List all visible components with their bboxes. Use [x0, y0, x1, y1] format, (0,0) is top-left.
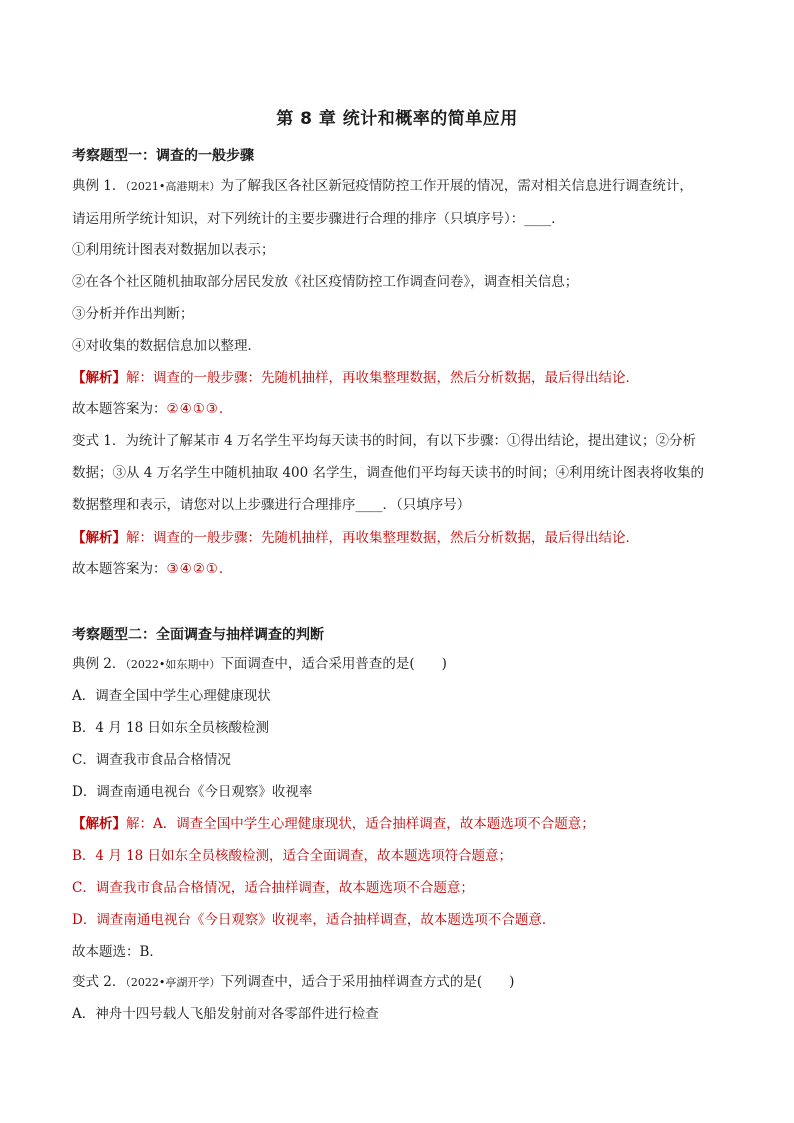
answer-prefix: 故本题答案为： — [72, 561, 167, 577]
example1-source: （2021•高港期末） — [125, 180, 221, 193]
analysis-tag: 【解析】 — [72, 530, 126, 546]
section2-heading: 考察题型二：全面调查与抽样调查的判断 — [72, 627, 324, 643]
answer-value: ②④①③． — [166, 401, 234, 417]
example2-text: 下面调查中，适合采用普查的是( ) — [220, 656, 447, 672]
example2-option-a: A．调查全国中学生心理健康现状 — [72, 688, 271, 704]
example2-analysis-b: B．4 月 18 日如东全员核酸检测，适合全面调查，故本题选项符合题意； — [72, 848, 513, 864]
variant2-text: 下列调查中，适合于采用抽样调查方式的是( ) — [220, 974, 515, 990]
example1-prefix: 典例 1． — [72, 178, 126, 194]
variant2-source: （2022•亭湖开学） — [125, 976, 221, 989]
chapter-title: 第 8 章 统计和概率的简单应用 — [276, 109, 518, 129]
variant2-prefix: 变式 2． — [72, 974, 126, 990]
variant1-line3: 数据整理和表示，请您对以上步骤进行合理排序____．（只填序号） — [72, 497, 471, 513]
variant1-answer — [72, 559, 732, 579]
example2-option-d: D．调查南通电视台《今日观察》收视率 — [72, 784, 313, 800]
example2-answer: 故本题选：B． — [72, 944, 163, 960]
example1-analysis — [72, 368, 732, 388]
variant1-line1: 变式 1．为统计了解某市 4 万名学生平均每天读书的时间，有以下步骤：①得出结论，提出建议；②分析 — [72, 433, 697, 449]
variant2-line1 — [72, 972, 732, 993]
example1-option-1: ①利用统计图表对数据加以表示； — [72, 242, 275, 258]
example2-analysis-a — [72, 814, 732, 834]
analysis-text: 解：调查的一般步骤：先随机抽样，再收集整理数据，然后分析数据，最后得出结论． — [126, 370, 639, 386]
example1-answer — [72, 399, 732, 419]
example2-line1 — [72, 654, 732, 675]
variant2-option-a: A．神舟十四号载人飞船发射前对各零部件进行检查 — [72, 1006, 379, 1022]
example1-option-3: ③分析并作出判断； — [72, 306, 194, 322]
analysis-tag: 【解析】 — [72, 370, 126, 386]
example2-analysis-d: D．调查南通电视台《今日观察》收视率，适合抽样调查，故本题选项不合题意． — [72, 912, 556, 928]
analysis-tag: 【解析】 — [72, 816, 126, 832]
answer-value: ③④②①． — [166, 561, 234, 577]
section1-heading: 考察题型一：调查的一般步骤 — [72, 148, 254, 164]
analysis-text: 解：A．调查全国中学生心理健康现状，适合抽样调查，故本题选项不合题意； — [126, 816, 595, 832]
example2-option-b: B．4 月 18 日如东全员核酸检测 — [72, 720, 270, 736]
variant1-line2: 数据；③从 4 万名学生中随机抽取 400 名学生，调查他们平均每天读书的时间；④利用统计图表将收集的 — [72, 465, 705, 481]
example1-option-4: ④对收集的数据信息加以整理． — [72, 338, 261, 354]
example2-prefix: 典例 2． — [72, 656, 126, 672]
example1-option-2: ②在各个社区随机抽取部分居民发放《社区疫情防控工作调查问卷》，调查相关信息； — [72, 274, 579, 290]
example2-analysis-c: C．调查我市食品合格情况，适合抽样调查，故本题选项不合题意； — [72, 880, 474, 896]
example2-source: （2022•如东期中） — [125, 658, 221, 671]
example1-line2: 请运用所学统计知识，对下列统计的主要步骤进行合理的排序（只填序号）：____． — [72, 211, 565, 227]
variant1-analysis — [72, 528, 732, 548]
answer-prefix: 故本题答案为： — [72, 401, 167, 417]
example1-line1 — [72, 176, 732, 197]
example2-option-c: C．调查我市食品合格情况 — [72, 752, 231, 768]
analysis-text: 解：调查的一般步骤：先随机抽样，再收集整理数据，然后分析数据，最后得出结论． — [126, 530, 639, 546]
example1-text: 为了解我区各社区新冠疫情防控工作开展的情况，需对相关信息进行调查统计， — [220, 178, 693, 194]
